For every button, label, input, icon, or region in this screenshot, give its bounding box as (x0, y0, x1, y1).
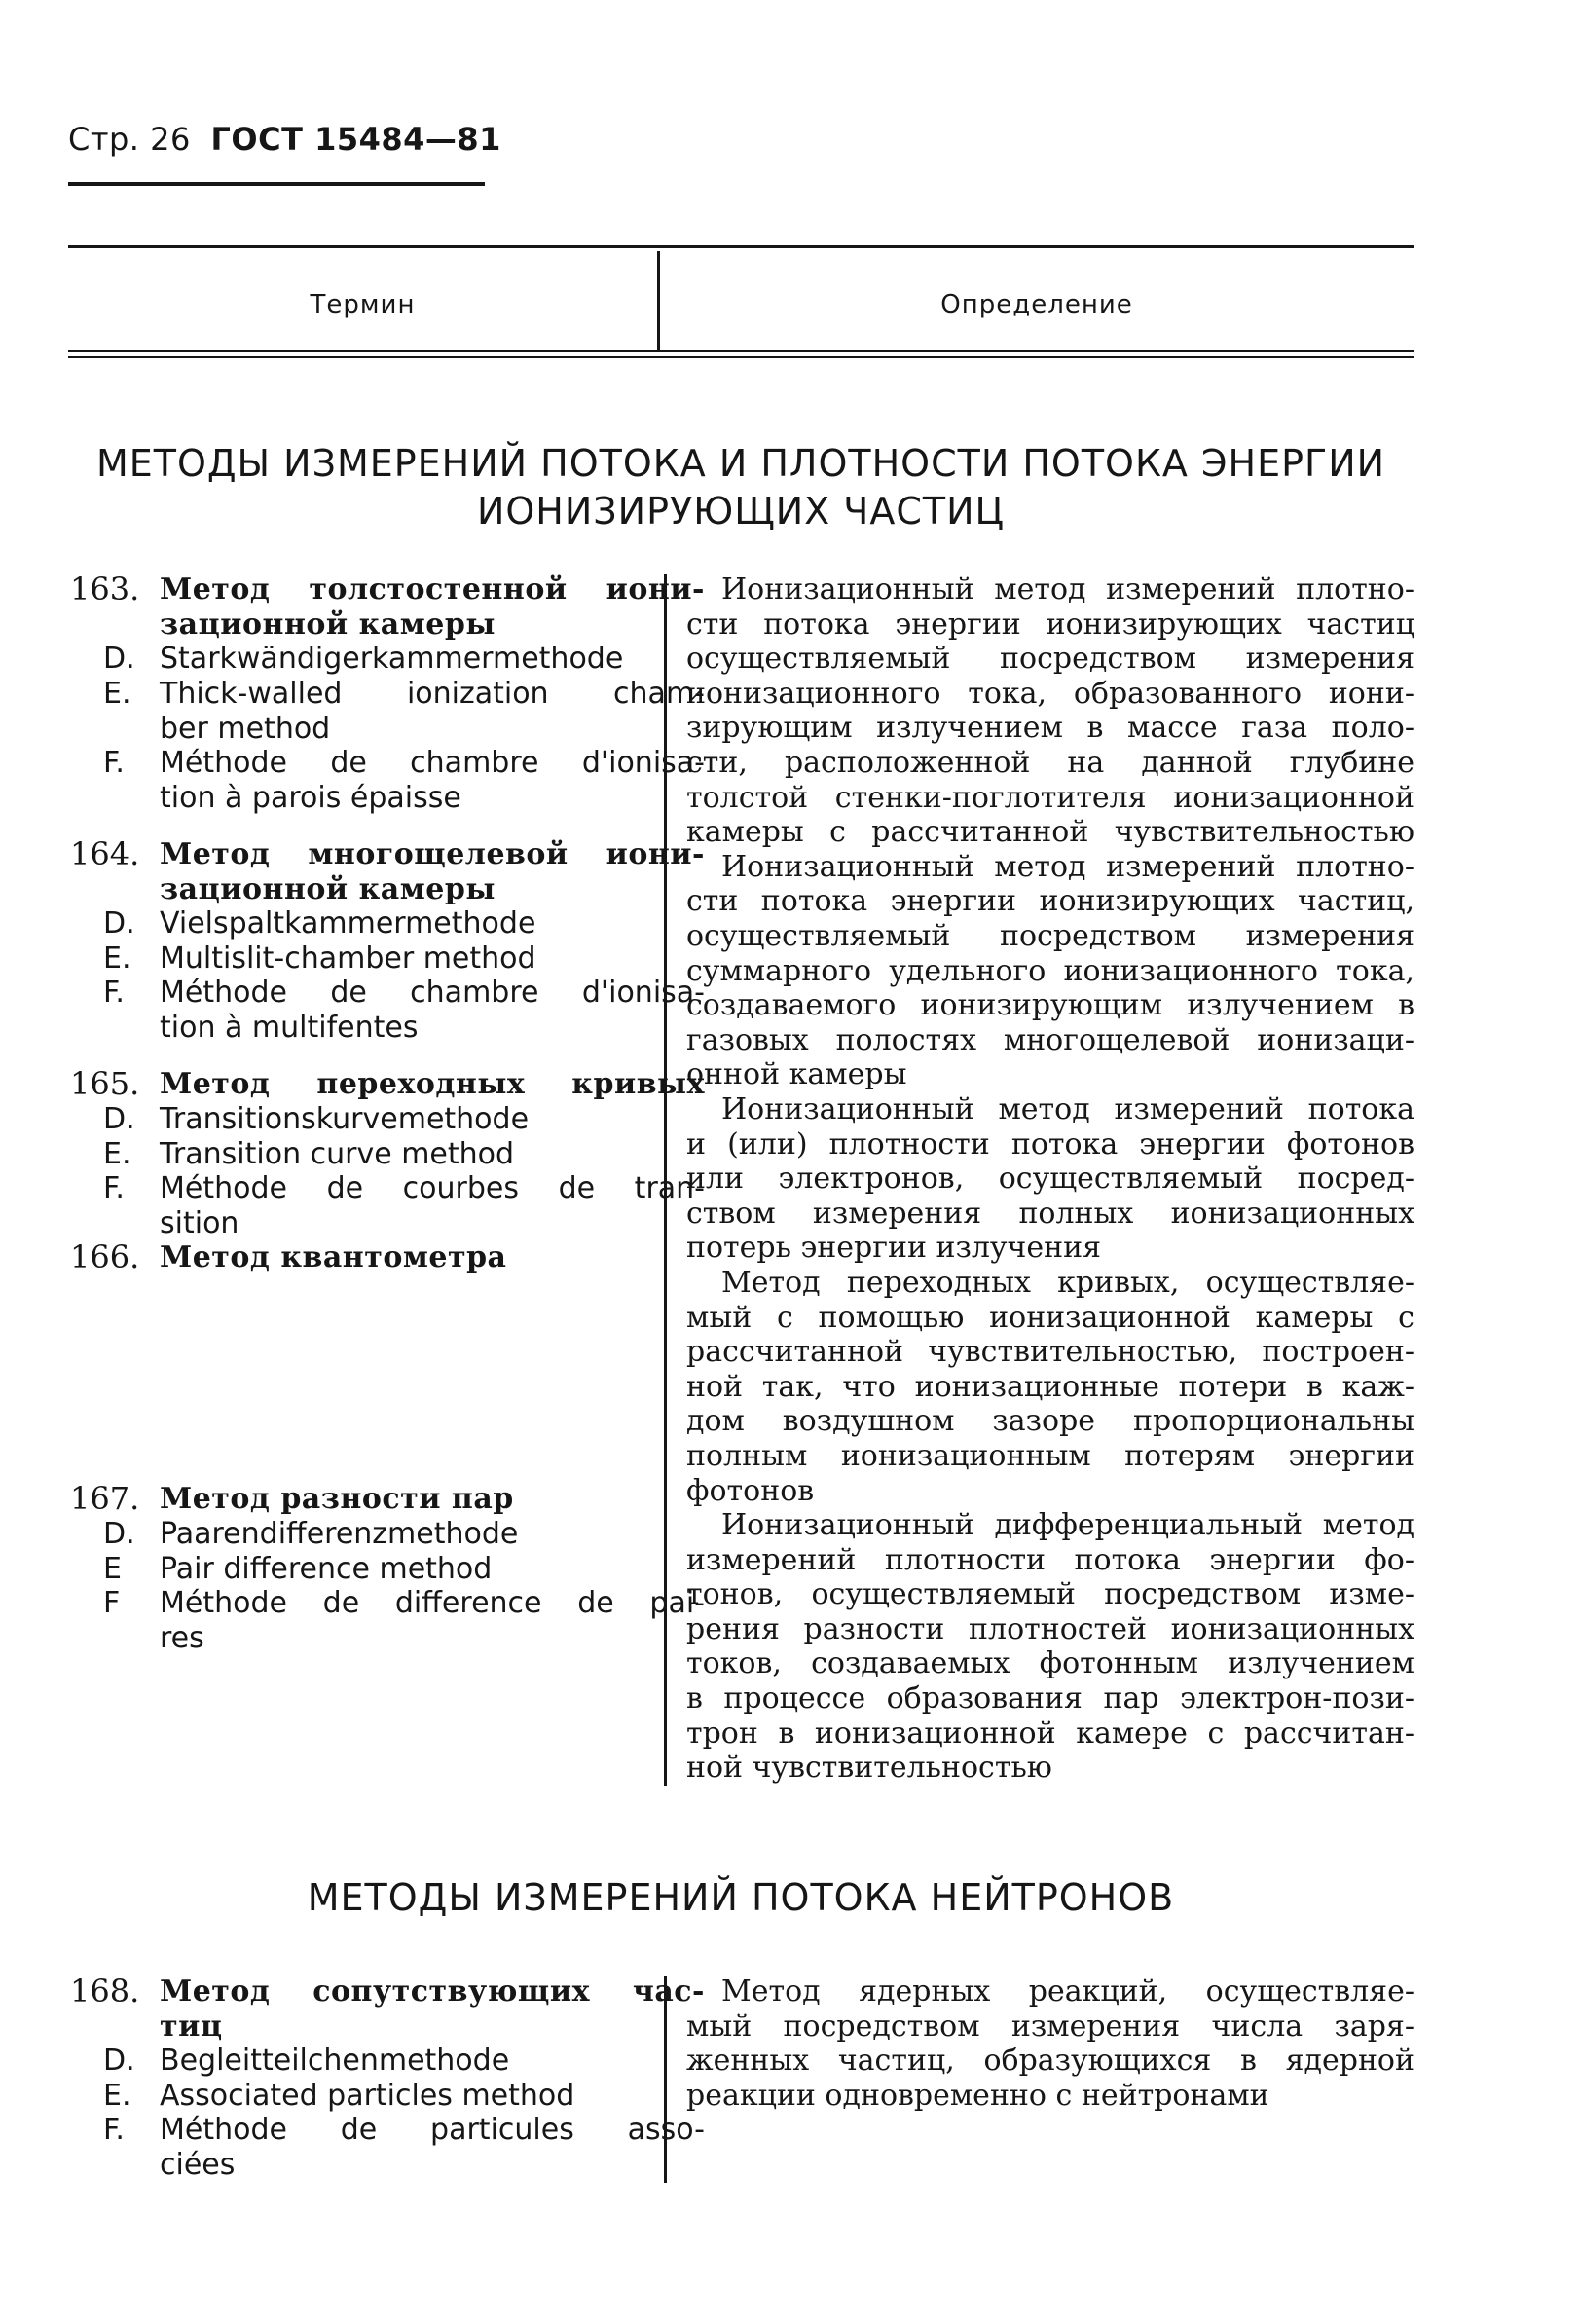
definition-line: реакции одновременно с нейтронами (686, 2078, 1269, 2113)
term-line: зационной камеры (160, 607, 496, 642)
definition-line: Ионизационный метод измерений плотно- (721, 572, 1414, 607)
equivalent-text: Méthode de particules asso- (160, 2113, 705, 2147)
term-number: 168. (70, 1973, 140, 2010)
equivalent-text: Associated particles method (160, 2079, 575, 2113)
running-head (68, 121, 501, 158)
lang-code: F. (103, 1171, 125, 1205)
definition-line: Метод ядерных реакций, осуществляе- (721, 1974, 1414, 2009)
equivalent-text: Méthode de chambre d'ionisa- (160, 746, 705, 780)
definition-line: толстой стенки-поглотителя ионизационной (686, 780, 1414, 815)
running-head-rule (68, 182, 485, 186)
term-number: 163. (70, 571, 140, 608)
equivalent-text: tion à parois épaisse (160, 780, 461, 815)
section-title-line: МЕТОДЫ ИЗМЕРЕНИЙ ПОТОКА И ПЛОТНОСТИ ПОТОКА ЭНЕРГИИ (95, 442, 1386, 485)
definition-line: фотонов (686, 1473, 815, 1508)
equivalent-text: ber method (160, 711, 331, 746)
standard-designation: ГОСТ 15484—81 (210, 121, 501, 158)
definition-line: трон в ионизационной камере с рассчитан- (686, 1715, 1414, 1751)
definition-column (686, 572, 1414, 1789)
equivalent-text: Méthode de courbes de tran- (160, 1171, 705, 1205)
definition-167 (686, 1508, 1414, 1786)
definition-164 (686, 850, 1414, 1092)
definition-column-2 (686, 1974, 1414, 2189)
term-line: зационной камеры (160, 871, 496, 906)
lang-code: D. (103, 1517, 135, 1551)
definition-line: дом воздушном зазоре пропорциональны (686, 1404, 1414, 1439)
term-russian (160, 837, 705, 906)
equivalent-text: Begleitteilchenmethode (160, 2044, 510, 2078)
definition-line: создаваемого ионизирующим излучением в (686, 988, 1414, 1023)
equivalent-text: sition (160, 1205, 239, 1240)
definition-line: рения разности плотностей ионизационных (686, 1611, 1414, 1646)
equivalent-text: res (160, 1620, 204, 1655)
page-number: Стр. 26 (68, 121, 191, 158)
definition-line: ной так, что ионизационные потери в каж- (686, 1369, 1414, 1404)
lang-code: F (103, 1586, 121, 1620)
definition-166 (686, 1266, 1414, 1508)
equivalent-text: Méthode de chambre d'ionisa- (160, 976, 705, 1010)
lang-code: F. (103, 976, 125, 1010)
term-line: Метод многощелевой иони- (160, 837, 705, 871)
definition-line: ной чувствительностью (686, 1751, 1052, 1786)
term-russian (160, 1482, 705, 1517)
definition-line: суммарного удельного ионизационного тока, (686, 953, 1414, 988)
lang-code: E (103, 1552, 122, 1586)
term-number: 164. (70, 835, 140, 872)
equivalent-text: Transition curve method (160, 1137, 515, 1171)
equivalent-text: Multislit-chamber method (160, 941, 536, 976)
definition-line: газовых полостях многощелевой ионизаци- (686, 1022, 1414, 1057)
term-number: 165. (70, 1065, 140, 1102)
definition-line: в процессе образования пар электрон-пози- (686, 1680, 1414, 1715)
definition-line: и (или) плотности потока энергии фотонов (686, 1126, 1414, 1162)
section-title-line: ИОНИЗИРУЮЩИХ ЧАСТИЦ (476, 490, 1006, 533)
term-line: Метод сопутствующих час- (160, 1974, 705, 2009)
lang-code: D. (103, 1102, 135, 1136)
definition-line: зирующим излучением в массе газа поло- (686, 711, 1414, 746)
definition-line: тонов, осуществляемый посредством изме- (686, 1577, 1414, 1612)
term-line: Метод толстостенной иони- (160, 572, 705, 607)
equivalent-text: Pair difference method (160, 1552, 493, 1586)
equivalent-text: ciées (160, 2147, 236, 2182)
term-column (70, 571, 705, 1789)
definition-line: сти потока энергии ионизирующих частиц, (686, 884, 1414, 919)
table-header-top-rule (68, 245, 1414, 248)
definition-163 (686, 572, 1414, 850)
definition-line: ионизационного тока, образованного иони- (686, 676, 1414, 711)
term-russian (160, 1067, 705, 1102)
column-header-term: Термин (310, 290, 416, 319)
section-title-ionizing-particles (68, 440, 1414, 535)
definition-line: осуществляемый посредством измерения (686, 642, 1414, 677)
lang-code: D. (103, 906, 135, 941)
definition-line: Ионизационный дифференциальный метод (721, 1508, 1414, 1542)
term-line: Метод квантометра (160, 1240, 507, 1274)
equivalent-text: Transitionskurvemethode (160, 1102, 530, 1136)
lang-code: E. (103, 941, 131, 976)
table-header-bottom-rule (68, 350, 1414, 352)
term-line: Метод переходных кривых (160, 1067, 705, 1101)
lang-code: E. (103, 1137, 131, 1171)
equivalent-text: Starkwändigerkammermethode (160, 642, 624, 676)
lang-code: E. (103, 2079, 131, 2113)
equivalent-text: tion à multifentes (160, 1010, 419, 1045)
lang-code: D. (103, 2044, 135, 2078)
term-line: Метод разности пар (160, 1482, 514, 1516)
definition-line: полным ионизационным потерям энергии (686, 1438, 1414, 1473)
definition-line: Ионизационный метод измерений потока (721, 1092, 1414, 1126)
definition-line: токов, создаваемых фотонным излучением (686, 1646, 1414, 1681)
definition-168 (686, 1974, 1414, 2113)
section-title-neutron-flux (68, 1874, 1414, 1922)
definition-line: онной камеры (686, 1057, 907, 1092)
definition-line: осуществляемый посредством измерения (686, 918, 1414, 953)
lang-code: D. (103, 642, 135, 676)
lang-code: E. (103, 677, 131, 711)
equivalent-text: Thick-walled ionization cham- (160, 677, 705, 711)
column-header-definition: Определение (940, 290, 1133, 319)
definition-line: или электронов, осуществляемый посред- (686, 1162, 1414, 1197)
equivalent-text: Vielspaltkammermethode (160, 906, 536, 941)
term-number: 166. (70, 1238, 140, 1275)
definition-line: Ионизационный метод измерений плотно- (721, 849, 1414, 884)
definition-line: сти, расположенной на данной глубине (686, 745, 1414, 780)
definition-line: камеры с рассчитанной чувствительностью (686, 815, 1414, 850)
definition-line: женных частиц, образующихся в ядерной (686, 2044, 1414, 2079)
equivalent-text: Méthode de difference de pai- (160, 1586, 705, 1620)
term-russian (160, 1240, 705, 1275)
section-title-line: МЕТОДЫ ИЗМЕРЕНИЙ ПОТОКА НЕЙТРОНОВ (307, 1876, 1175, 1919)
definition-line: ством измерения полных ионизационных (686, 1196, 1414, 1231)
lang-code: F. (103, 746, 125, 780)
term-russian (160, 572, 705, 642)
definition-line: мый посредством измерения числа заря- (686, 2009, 1414, 2044)
term-column-2 (70, 1973, 705, 2189)
lang-code: F. (103, 2113, 125, 2147)
definition-line: измерений плотности потока энергии фо- (686, 1542, 1414, 1577)
definition-line: Метод переходных кривых, осуществляе- (721, 1266, 1414, 1300)
table-header-bottom-rule-2 (68, 356, 1414, 358)
equivalent-text: Paarendifferenzmethode (160, 1517, 519, 1551)
term-number: 167. (70, 1480, 140, 1517)
definition-line: сти потока энергии ионизирующих частиц (686, 607, 1414, 642)
definition-line: потерь энергии излучения (686, 1231, 1102, 1266)
term-line: тиц (160, 2009, 223, 2044)
definition-165 (686, 1092, 1414, 1266)
term-russian (160, 1974, 705, 2044)
definition-line: рассчитанной чувствительностью, построен- (686, 1335, 1414, 1370)
definition-line: мый с помощью ионизационной камеры с (686, 1300, 1414, 1335)
